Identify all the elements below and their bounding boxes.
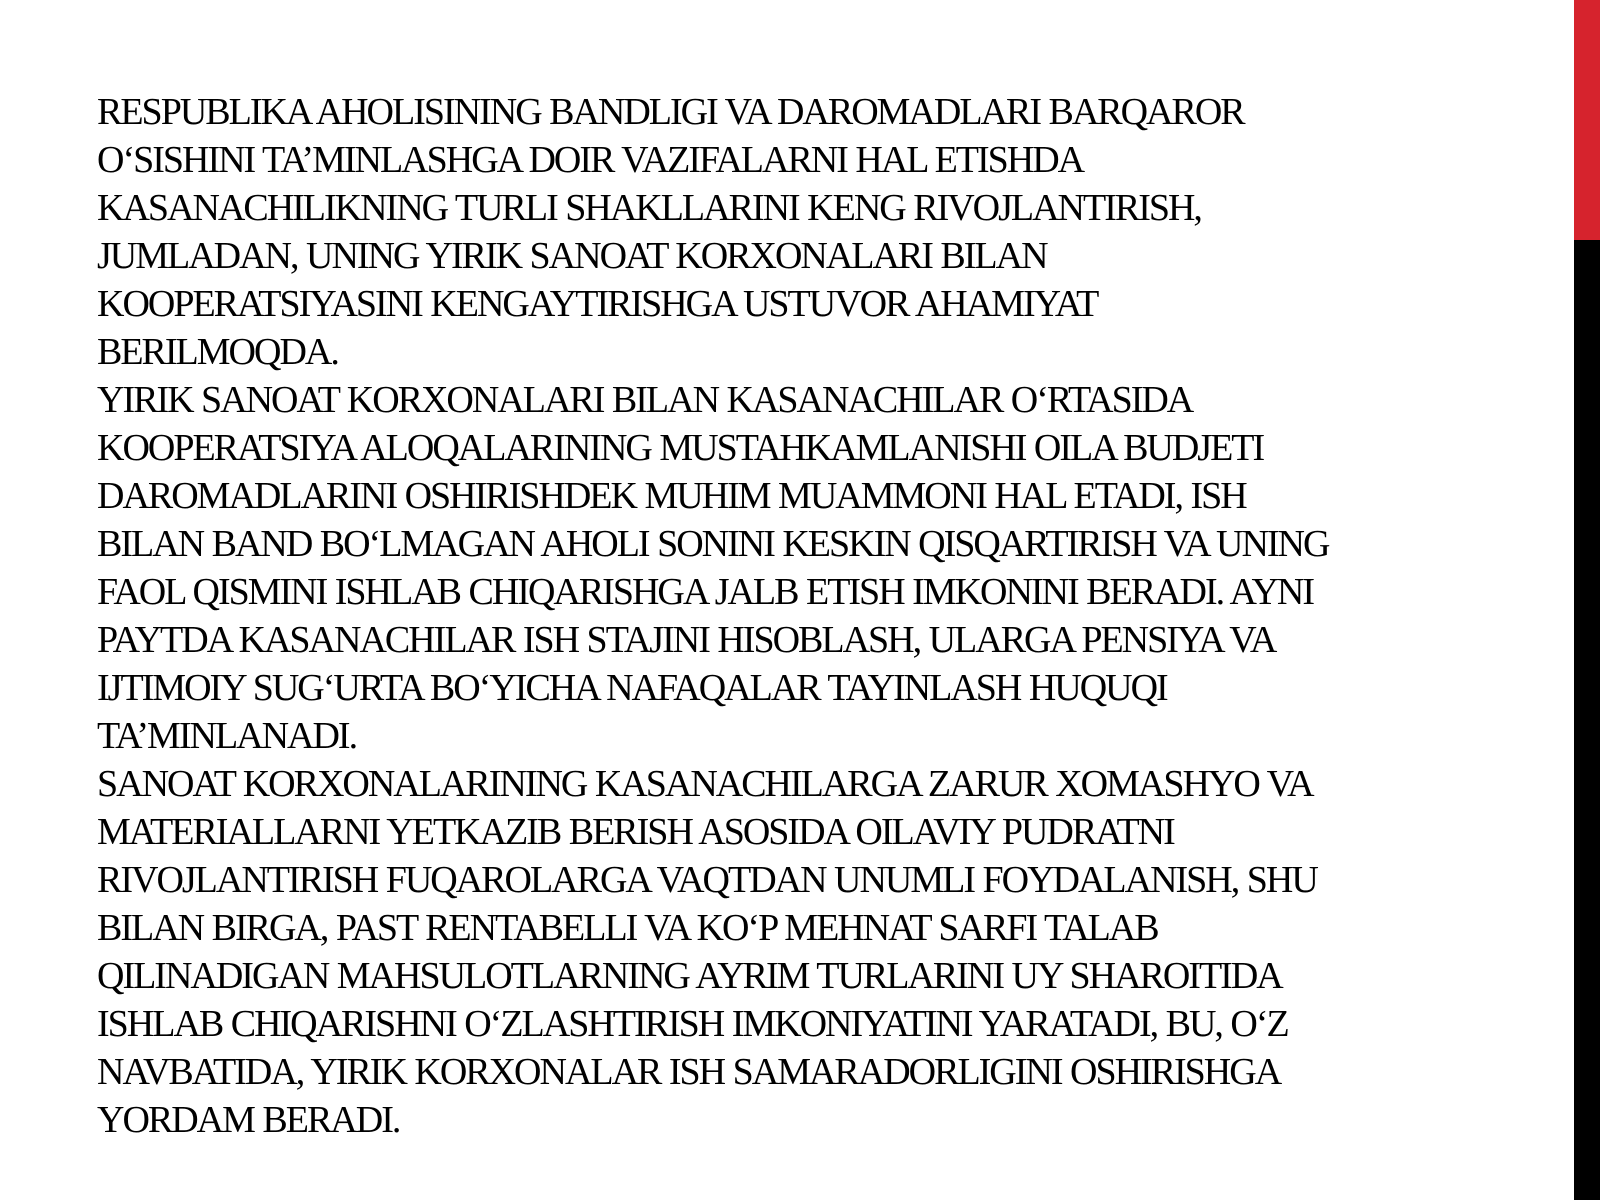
- slide-body-text: [97, 88, 1437, 1144]
- text-line: BILAN BIRGA, PAST RENTABELLI VA KO‘P MEHNAT SARFI TALAB: [97, 907, 1158, 949]
- text-line: YORDAM BERADI.: [97, 1099, 400, 1141]
- side-bar-accent: [1574, 0, 1600, 240]
- text-line: KOOPERATSIYA ALOQALARINING MUSTAHKAMLANISHI OILA BUDJETI: [97, 427, 1264, 469]
- text-line: JUMLADAN, UNING YIRIK SANOAT KORXONALARI BILAN: [97, 235, 1047, 277]
- text-line: FAOL QISMINI ISHLAB CHIQARISHGA JALB ETISH IMKONINI BERADI. AYNI: [97, 571, 1313, 613]
- text-line: KOOPERATSIYASINI KENGAYTIRISHGA USTUVOR AHAMIYAT: [97, 283, 1098, 325]
- text-line: MATERIALLARNI YETKAZIB BERISH ASOSIDA OILAVIY PUDRATNI: [97, 811, 1174, 853]
- text-line: KASANACHILIKNING TURLI SHAKLLARINI KENG RIVOJLANTIRISH,: [97, 187, 1201, 229]
- text-line: RIVOJLANTIRISH FUQAROLARGA VAQTDAN UNUMLI FOYDALANISH, SHU: [97, 859, 1317, 901]
- text-line: DAROMADLARINI OSHIRISHDEK MUHIM MUAMMONI HAL ETADI, ISH: [97, 475, 1246, 517]
- text-line: IJTIMOIY SUG‘URTA BO‘YICHA NAFAQALAR TAYINLASH HUQUQI: [97, 667, 1167, 709]
- text-line: BERILMOQDA.: [97, 331, 338, 373]
- text-line: QILINADIGAN MAHSULOTLARNING AYRIM TURLARINI UY SHAROITIDA: [97, 955, 1282, 997]
- text-line: PAYTDA KASANACHILAR ISH STAJINI HISOBLASH, ULARGA PENSIYA VA: [97, 619, 1276, 661]
- text-line: YIRIK SANOAT KORXONALARI BILAN KASANACHILAR O‘RTASIDA: [97, 379, 1193, 421]
- text-line: ISHLAB CHIQARISHNI O‘ZLASHTIRISH IMKONIYATINI YARATADI, BU, O‘Z: [97, 1003, 1288, 1045]
- side-bar: [1574, 0, 1600, 1200]
- text-line: BILAN BAND BO‘LMAGAN AHOLI SONINI KESKIN QISQARTIRISH VA UNING: [97, 523, 1329, 565]
- text-line: NAVBATIDA, YIRIK KORXONALAR ISH SAMARADORLIGINI OSHIRISHGA: [97, 1051, 1281, 1093]
- text-line: SANOAT KORXONALARINING KASANACHILARGA ZARUR XOMASHYO VA: [97, 763, 1313, 805]
- text-line: TA’MINLANADI.: [97, 715, 357, 757]
- text-line: RESPUBLIKA AHOLISINING BANDLIGI VA DAROMADLARI BARQAROR: [97, 91, 1244, 133]
- text-line: O‘SISHINI TA’MINLASHGA DOIR VAZIFALARNI HAL ETISHDA: [97, 139, 1084, 181]
